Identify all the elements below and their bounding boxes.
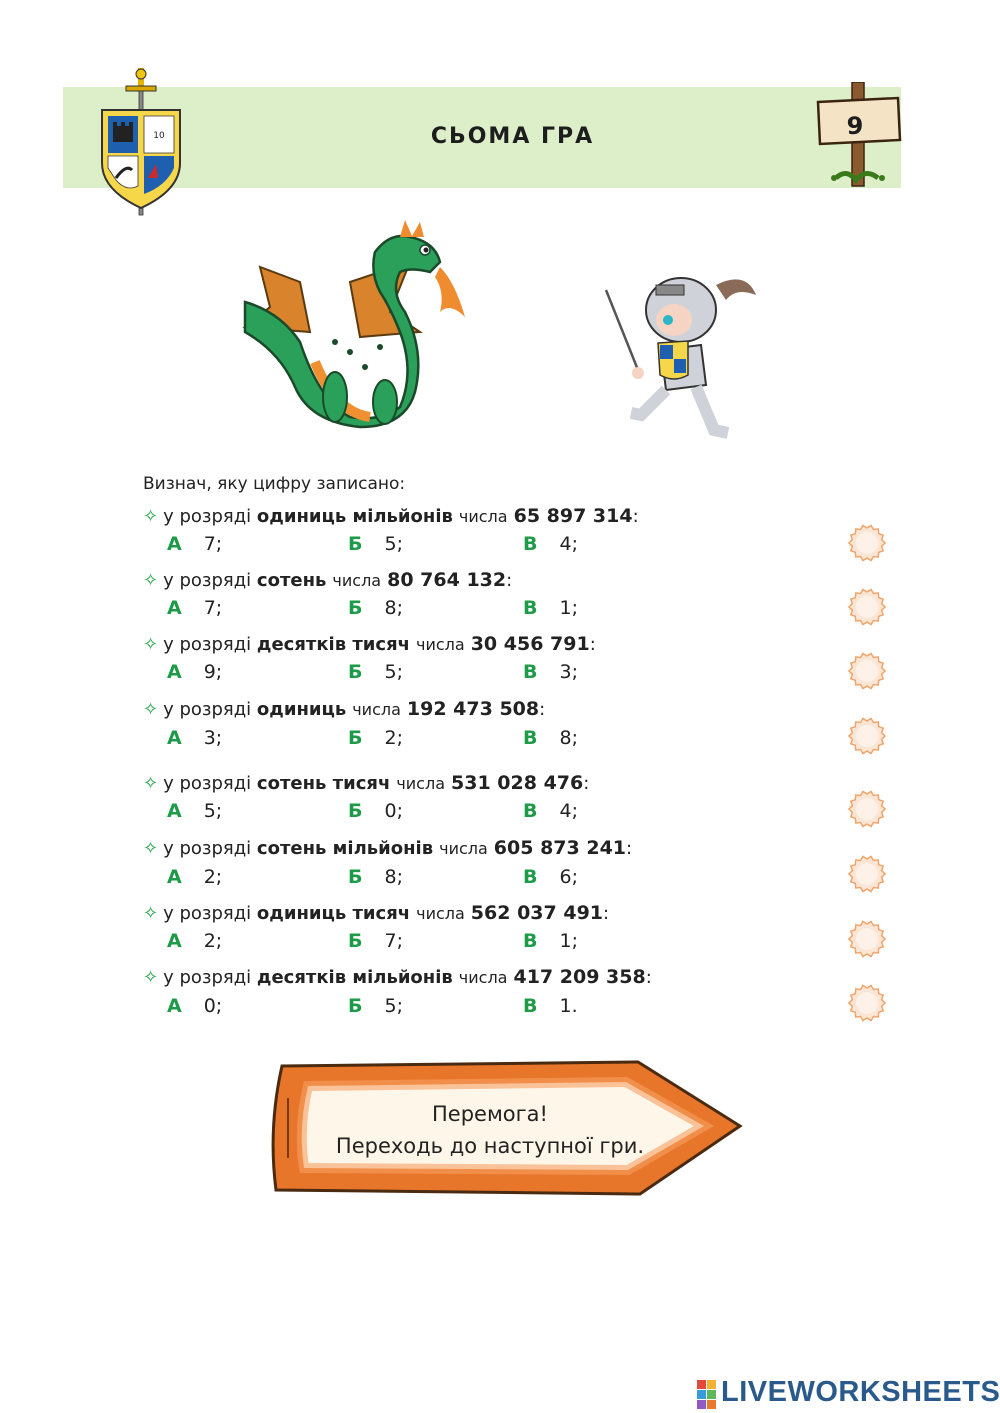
answer-drop-sun-icon[interactable] — [848, 588, 886, 626]
question-line — [143, 505, 639, 527]
answer-option — [523, 597, 578, 619]
option-value: 6; — [559, 866, 578, 888]
option-letter: Б — [348, 597, 363, 619]
question-place: сотень тисяч — [256, 773, 391, 794]
option-letter: А — [167, 930, 182, 952]
option-value: 7; — [203, 597, 223, 619]
answer-option — [348, 533, 403, 555]
option-letter: А — [167, 661, 182, 683]
question-line — [143, 966, 652, 988]
question-place: одиниць тисяч — [256, 903, 411, 924]
option-value: 8; — [384, 866, 403, 888]
star-bullet-icon: ✧ — [143, 570, 159, 591]
option-value: 4; — [559, 533, 578, 555]
star-bullet-icon: ✧ — [143, 967, 159, 988]
victory-line-1: Перемога! — [432, 1102, 548, 1126]
question-line — [143, 569, 512, 591]
option-letter: Б — [348, 866, 363, 888]
answer-option — [348, 866, 403, 888]
option-letter: Б — [348, 800, 363, 822]
question-place: одиниць мільйонів — [256, 506, 453, 527]
question-place: сотень — [256, 570, 327, 591]
answer-option — [348, 661, 403, 683]
answer-option — [523, 533, 578, 555]
question-word: числа — [458, 507, 508, 526]
question-colon: : — [506, 570, 513, 591]
option-value: 7; — [384, 930, 403, 952]
question-place: десятків тисяч — [256, 634, 411, 655]
question-colon: : — [539, 699, 546, 720]
option-value: 1. — [559, 995, 578, 1017]
question-word: числа — [416, 904, 465, 923]
question-word: числа — [458, 968, 508, 987]
answer-option — [167, 661, 222, 683]
question-word: числа — [439, 839, 488, 858]
answer-option — [523, 661, 578, 683]
answer-option — [348, 995, 403, 1017]
question-prefix: у розряді — [163, 699, 252, 720]
question-number: 605 873 241 — [493, 837, 627, 859]
option-value: 0; — [203, 995, 223, 1017]
question-number: 65 897 314 — [513, 505, 633, 527]
question-colon: : — [645, 967, 652, 988]
answer-drop-sun-icon[interactable] — [848, 855, 886, 893]
answer-option — [523, 866, 578, 888]
question-colon: : — [603, 903, 610, 924]
option-letter: А — [167, 727, 182, 749]
answer-option — [523, 995, 578, 1017]
option-letter: А — [167, 597, 182, 619]
answer-drop-sun-icon[interactable] — [848, 790, 886, 828]
victory-line-2: Переходь до наступної гри. — [335, 1134, 645, 1158]
question-number: 562 037 491 — [470, 902, 604, 924]
question-prefix: у розряді — [163, 634, 252, 655]
option-value: 9; — [203, 661, 223, 683]
option-letter: А — [167, 800, 182, 822]
question-word: числа — [396, 774, 446, 793]
answer-option — [523, 930, 578, 952]
star-bullet-icon: ✧ — [143, 903, 159, 924]
option-letter: В — [523, 866, 538, 888]
liveworksheets-brand: LIVEWORKSHEETS — [721, 1376, 1000, 1408]
answer-drop-sun-icon[interactable] — [848, 717, 886, 755]
question-word: числа — [416, 635, 465, 654]
answer-drop-sun-icon[interactable] — [848, 920, 886, 958]
option-value: 2; — [203, 930, 223, 952]
victory-text — [300, 1098, 680, 1162]
svg-text:10: 10 — [153, 131, 165, 141]
shield-sword-icon — [96, 68, 186, 218]
option-value: 2; — [384, 727, 403, 749]
question-prefix: у розряді — [163, 967, 252, 988]
question-number: 80 764 132 — [387, 569, 507, 591]
question-prefix: у розряді — [163, 773, 252, 794]
question-prefix: у розряді — [163, 903, 252, 924]
option-value: 5; — [203, 800, 223, 822]
option-value: 5; — [384, 533, 403, 555]
option-letter: Б — [348, 533, 363, 555]
question-prefix: у розряді — [163, 506, 252, 527]
star-bullet-icon: ✧ — [143, 506, 159, 527]
option-letter: В — [523, 800, 538, 822]
dragon-illustration — [240, 212, 470, 437]
option-letter: В — [523, 995, 538, 1017]
option-value: 1; — [559, 597, 578, 619]
option-letter: В — [523, 597, 538, 619]
option-value: 1; — [559, 930, 578, 952]
question-line — [143, 837, 632, 859]
option-letter: В — [523, 533, 538, 555]
answer-option — [348, 727, 403, 749]
option-letter: В — [523, 661, 538, 683]
knight-illustration — [596, 265, 761, 445]
answer-option — [167, 800, 222, 822]
question-prefix: у розряді — [163, 838, 252, 859]
answer-drop-sun-icon[interactable] — [848, 652, 886, 690]
question-line — [143, 698, 545, 720]
answer-option — [348, 597, 403, 619]
question-line — [143, 633, 596, 655]
answer-option — [167, 597, 222, 619]
option-value: 8; — [384, 597, 403, 619]
option-letter: Б — [348, 930, 363, 952]
star-bullet-icon: ✧ — [143, 699, 159, 720]
answer-option — [523, 727, 578, 749]
question-line — [143, 772, 589, 794]
answer-option — [167, 533, 222, 555]
question-colon: : — [626, 838, 633, 859]
question-line — [143, 902, 609, 924]
star-bullet-icon: ✧ — [143, 634, 159, 655]
star-bullet-icon: ✧ — [143, 838, 159, 859]
option-letter: А — [167, 866, 182, 888]
instruction-text: Визнач, яку цифру записано: — [143, 474, 406, 494]
option-value: 3; — [203, 727, 223, 749]
question-number: 531 028 476 — [451, 772, 584, 794]
question-number: 30 456 791 — [470, 633, 590, 655]
option-letter: А — [167, 533, 182, 555]
option-value: 0; — [384, 800, 403, 822]
answer-option — [167, 866, 222, 888]
option-letter: В — [523, 930, 538, 952]
option-value: 5; — [384, 995, 403, 1017]
answer-option — [523, 800, 578, 822]
question-place: десятків мільйонів — [256, 967, 453, 988]
answer-option — [348, 930, 403, 952]
option-value: 2; — [203, 866, 223, 888]
answer-drop-sun-icon[interactable] — [848, 984, 886, 1022]
answer-option — [167, 995, 222, 1017]
star-bullet-icon: ✧ — [143, 773, 159, 794]
question-place: одиниць — [256, 699, 347, 720]
question-colon: : — [583, 773, 590, 794]
option-letter: Б — [348, 995, 363, 1017]
option-letter: Б — [348, 661, 363, 683]
option-letter: А — [167, 995, 182, 1017]
option-letter: В — [523, 727, 538, 749]
answer-option — [167, 727, 222, 749]
option-value: 3; — [559, 661, 578, 683]
answer-drop-sun-icon[interactable] — [848, 524, 886, 562]
question-place: сотень мільйонів — [256, 838, 434, 859]
page-number: 9 — [846, 112, 864, 140]
question-word: числа — [352, 700, 401, 719]
question-number: 192 473 508 — [406, 698, 540, 720]
option-letter: Б — [348, 727, 363, 749]
question-colon: : — [632, 506, 639, 527]
option-value: 5; — [384, 661, 403, 683]
answer-option — [167, 930, 222, 952]
answer-option — [348, 800, 403, 822]
question-colon: : — [589, 634, 596, 655]
option-value: 4; — [559, 800, 578, 822]
question-word: числа — [332, 571, 382, 590]
question-prefix: у розряді — [163, 570, 252, 591]
option-value: 8; — [559, 727, 578, 749]
question-number: 417 209 358 — [513, 966, 646, 988]
page-title: СЬОМА ГРА — [430, 124, 595, 149]
option-value: 7; — [203, 533, 223, 555]
